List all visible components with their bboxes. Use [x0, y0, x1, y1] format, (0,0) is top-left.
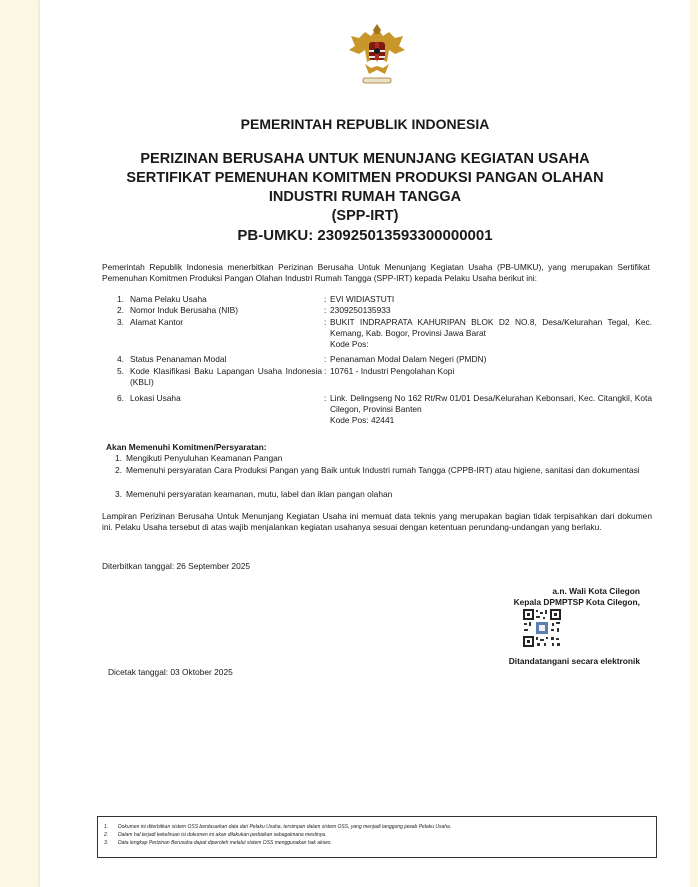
detail-value — [330, 393, 652, 426]
commitment-text: Memenuhi persyaratan keamanan, mutu, label dan iklan pangan olahan — [126, 489, 393, 499]
pb-umku-number: PB-UMKU: 230925013593300000001 — [237, 227, 493, 244]
issued-date: Diterbitkan tanggal: 26 September 2025 — [102, 561, 251, 571]
detail-number: 2. — [117, 305, 124, 315]
detail-value — [330, 317, 652, 350]
garuda-emblem-icon — [345, 22, 409, 88]
detail-colon: : — [324, 294, 327, 304]
detail-value: 10761 - Industri Pengolahan Kopi — [330, 366, 455, 376]
detail-colon: : — [324, 317, 327, 327]
detail-label: Lokasi Usaha — [130, 393, 181, 403]
detail-row — [40, 317, 690, 357]
detail-value: Penanaman Modal Dalam Negeri (PMDN) — [330, 354, 487, 364]
footnote-number: 3. — [104, 840, 109, 846]
footnote-number: 1. — [104, 824, 109, 830]
footnote-text: Dokumen ini diterbitkan sistem OSS berdasarkan data dari Pelaku Usaha, tersimpan dalam sistem OSS, yang menjadi tanggung jawab Pelaku Usaha. — [118, 824, 452, 830]
footnote-text: Data lengkap Perizinan Berusaha dapat diperoleh melalui sistem OSS menggunakan hak akses. — [118, 840, 332, 846]
intro-paragraph: Pemerintah Republik Indonesia menerbitkan Perizinan Berusaha Untuk Menunjang Kegiatan Usaha (PB-UMKU), yang merupakan Sertifikat Pemenuhan Komitmen Produksi Pangan Olahan Industri Rumah Tangga (SPP-IRT) kepada Pelaku Usaha berikut ini: — [102, 262, 650, 283]
detail-label: Nomor Induk Berusaha (NIB) — [130, 305, 238, 315]
detail-label: Alamat Kantor — [130, 317, 184, 327]
electronic-signature-note: Ditandatangani secara elektronik — [508, 656, 640, 666]
footnote-text: Dalam hal terjadi kekeliruan isi dokumen ini akan dilakukan perbaikan sebagaimana mestinya. — [118, 832, 327, 838]
footnote-number: 2. — [104, 832, 109, 838]
commitment-text: Mengikuti Penyuluhan Keamanan Pangan — [126, 453, 283, 463]
title-line: PERIZINAN BERUSAHA UNTUK MENUNJANG KEGIATAN USAHA — [140, 151, 590, 167]
attachment-note: Lampiran Perizinan Berusaha Untuk Menunjang Kegiatan Usaha ini memuat data teknis yang merupakan bagian tidak terpisahkan dari dokumen ini. Pelaku Usaha tersebut di atas wajib menjalankan kegiatan usahanya sesuai dengan ketentuan perundang-undangan yang berlaku. — [102, 511, 652, 532]
detail-label: Status Penanaman Modal — [130, 354, 227, 364]
office-postal-code: Kode Pos: — [330, 339, 369, 349]
commitment-number: 3. — [115, 489, 122, 499]
detail-label: Kode Klasifikasi Baku Lapangan Usaha Indonesia (KBLI) — [130, 366, 322, 387]
document-page — [40, 0, 690, 887]
detail-row — [40, 366, 690, 390]
detail-colon: : — [324, 305, 327, 315]
detail-colon: : — [324, 354, 327, 364]
printed-date: Dicetak tanggal: 03 Oktober 2025 — [108, 667, 233, 677]
signatory-line-1: a.n. Wali Kota Cilegon — [552, 586, 640, 596]
signatory-line-2: Kepala DPMPTSP Kota Cilegon, — [513, 597, 640, 607]
commitments-heading: Akan Memenuhi Komitmen/Persyaratan: — [106, 442, 267, 452]
detail-label: Nama Pelaku Usaha — [130, 294, 207, 304]
detail-value: 2309250135933 — [330, 305, 391, 315]
title-line: SERTIFIKAT PEMENUHAN KOMITMEN PRODUKSI PANGAN OLAHAN — [126, 170, 604, 186]
business-location: Link. Delingseng No 162 Rt/Rw 01/01 Desa/Kelurahan Kebonsari, Kec. Citangkil, Kota Cilegon, Provinsi Banten — [330, 393, 652, 414]
detail-value: EVI WIDIASTUTI — [330, 294, 395, 304]
detail-number: 4. — [117, 354, 124, 364]
document-title — [40, 150, 690, 245]
detail-number: 6. — [117, 393, 124, 403]
detail-number: 5. — [117, 366, 124, 376]
detail-row — [40, 393, 690, 429]
background-strip — [690, 0, 698, 887]
commitment-number: 1. — [115, 453, 122, 463]
footnotes-box — [97, 816, 657, 858]
location-postal-code: Kode Pos: 42441 — [330, 415, 395, 425]
detail-colon: : — [324, 393, 327, 403]
detail-colon: : — [324, 366, 327, 376]
detail-number: 1. — [117, 294, 124, 304]
detail-number: 3. — [117, 317, 124, 327]
title-line: (SPP-IRT) — [331, 208, 399, 224]
commitment-text: Memenuhi persyaratan Cara Produksi Pangan yang Baik untuk Industri rumah Tangga (CPPB-IRT) atau higiene, sanitasi dan dokumentasi — [126, 465, 640, 475]
qr-code-icon — [522, 608, 562, 648]
title-line: INDUSTRI RUMAH TANGGA — [268, 189, 462, 205]
commitment-number: 2. — [115, 465, 122, 475]
government-heading: PEMERINTAH REPUBLIK INDONESIA — [240, 116, 490, 132]
office-address: BUKIT INDRAPRATA KAHURIPAN BLOK D2 NO.8, Desa/Kelurahan Tegal, Kec. Kemang, Kab. Bogor, Provinsi Jawa Barat — [330, 317, 652, 338]
